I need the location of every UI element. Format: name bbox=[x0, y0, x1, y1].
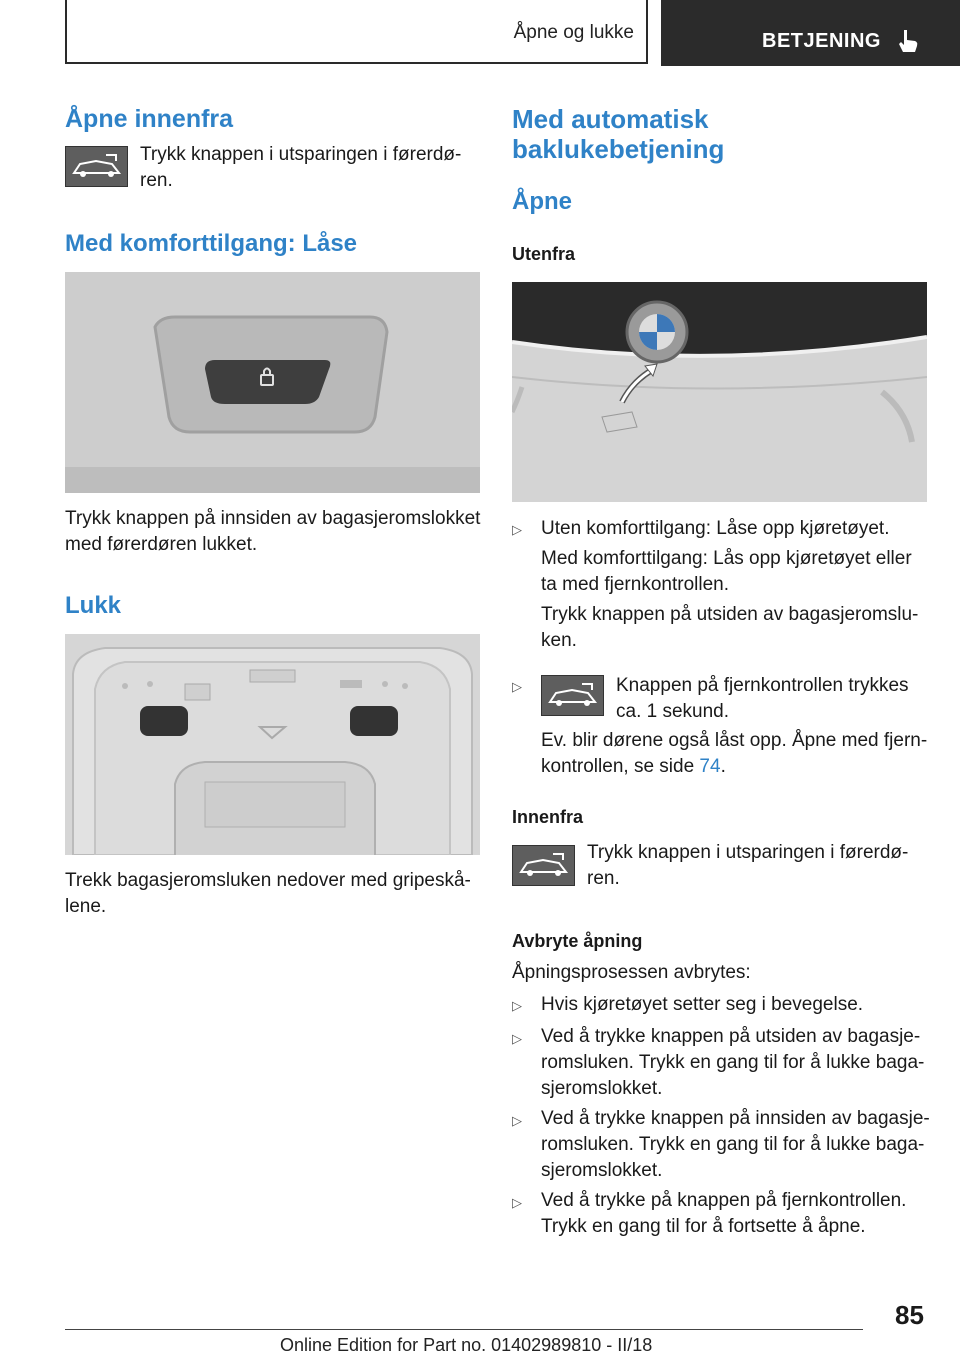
page-link[interactable]: 74 bbox=[699, 756, 721, 777]
bullet-marker: ▷ bbox=[512, 522, 522, 537]
chapter-title: BETJENING bbox=[762, 30, 881, 52]
hand-pointing-icon bbox=[895, 28, 921, 54]
cancel-item-1: Hvis kjøretøyet setter seg i bevegelse. bbox=[541, 994, 864, 1015]
section-title: Åpne og lukke bbox=[513, 22, 634, 43]
trunk-lid-photo bbox=[65, 634, 480, 855]
bullet-marker: ▷ bbox=[512, 1031, 522, 1046]
heading-auto-tailgate: Med automatisk baklukebetjening bbox=[512, 104, 725, 164]
page-number: 85 bbox=[895, 1300, 924, 1330]
heading-inside: Innenfra bbox=[512, 807, 584, 827]
tailgate-button-icon bbox=[65, 146, 128, 187]
step-remote-press: Knappen på fjernkontrollen trykkes ca. 1 sekund. bbox=[616, 675, 909, 722]
cancel-intro: Åpningsprosessen avbrytes: bbox=[512, 962, 751, 983]
heading-comfort-lock: Med komforttilgang: Låse bbox=[65, 230, 358, 257]
inside-text: Trykk knappen i utsparingen i førerdø- ren. bbox=[587, 842, 909, 889]
comfort-lock-text: Trykk knappen på innsiden av bagasjeromslokket med førerdøren lukket. bbox=[65, 508, 481, 555]
bullet-marker: ▷ bbox=[512, 679, 522, 694]
cancel-item-3: Ved å trykke knappen på innsiden av bagasje- romsluken. Trykk en gang til for å lukke baga- sjeromslokket. bbox=[541, 1108, 930, 1181]
cancel-item-4: Ved å trykke på knappen på fjernkontrollen. Trykk en gang til for å fortsette å åpne. bbox=[541, 1190, 907, 1237]
bullet-marker: ▷ bbox=[512, 1195, 522, 1210]
heading-open: Åpne bbox=[512, 188, 572, 215]
step-remote-note: Ev. blir dørene også låst opp. Åpne med fjern- kontrollen, se side 74. bbox=[541, 730, 928, 777]
heading-cancel: Avbryte åpning bbox=[512, 931, 643, 951]
heading-close: Lukk bbox=[65, 592, 122, 619]
footer-divider bbox=[65, 1329, 863, 1330]
edition-text: Online Edition for Part no. 01402989810 - II/18 bbox=[280, 1335, 653, 1355]
cancel-item-2: Ved å trykke knappen på utsiden av bagasje- romsluken. Trykk en gang til for å lukke baga- sjeromslokket. bbox=[541, 1026, 925, 1099]
close-text: Trekk bagasjeromsluken nedover med gripeskå- lene. bbox=[65, 870, 471, 917]
step-unlock: Uten komforttilgang: Låse opp kjøretøyet. bbox=[541, 518, 890, 539]
tailgate-button-icon bbox=[512, 845, 575, 886]
step-press-outside: Trykk knappen på utsiden av bagasjeromslu- ken. bbox=[541, 604, 919, 651]
step-comfort-unlock: Med komforttilgang: Lås opp kjøretøyet eller ta med fjernkontrollen. bbox=[541, 548, 912, 595]
bullet-marker: ▷ bbox=[512, 998, 522, 1013]
open-inside-text: Trykk knappen i utsparingen i førerdø- ren. bbox=[140, 144, 462, 191]
bullet-marker: ▷ bbox=[512, 1113, 522, 1128]
lock-button-photo bbox=[65, 272, 480, 493]
trunk-exterior-photo bbox=[512, 282, 927, 502]
remote-tailgate-icon bbox=[541, 675, 604, 716]
heading-open-inside: Åpne innenfra bbox=[65, 105, 234, 133]
heading-outside: Utenfra bbox=[512, 244, 576, 264]
